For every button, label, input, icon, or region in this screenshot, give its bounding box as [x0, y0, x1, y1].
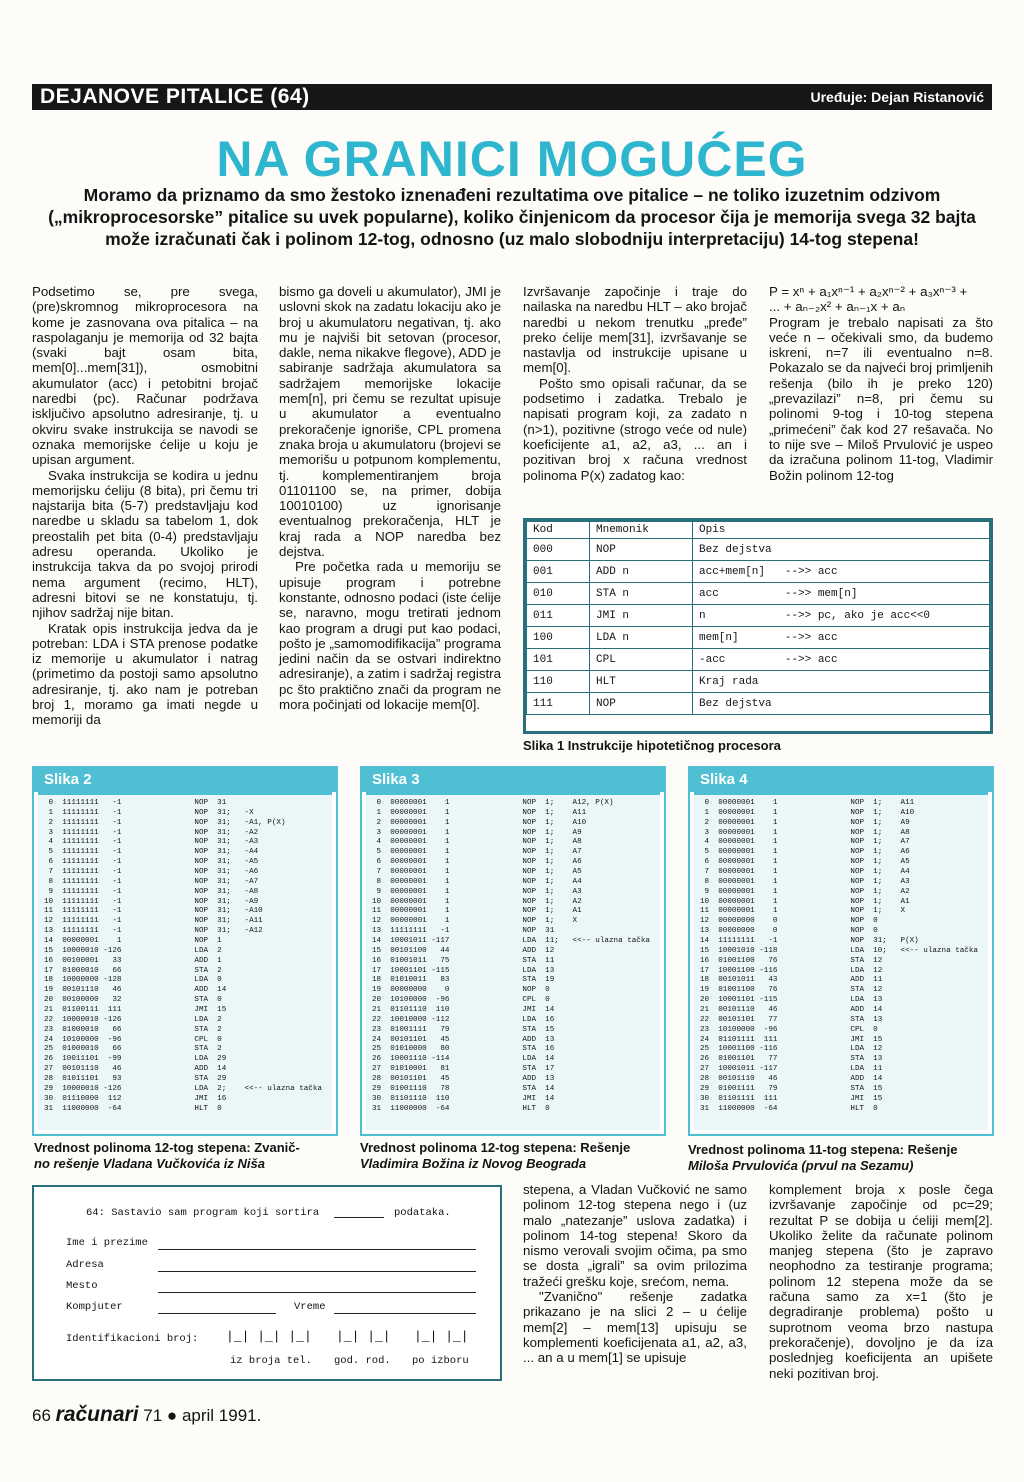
code-listing: 0 00000001 1 NOP 1; A11 1 00000001 1 NOP 1; A10 2 00000001 1 NOP 1; A9 3 00000001 1 NOP 1; A8 4 00000001 1 NOP 1; A7 5 00000001 1 NOP 1; A6 6 00000001 1 NOP 1; A5 7 00000001 1 NOP 1; A4 8 00000001 1 NOP 1; A3 9 00000001 1 NOP 1; A2 10 00000001 1 NOP 1; A1 11 00000001 1 NOP 1; X 12 00000000 0 NOP 0 13 00000000 0 NOP 0 14 11111111 -1 NOP 31; P(X) 15 10001010 -118 LDA 10; <<-- ulazna tačka 16 01001100 76 STA 12 17 10001100 -116 LDA 12 18 00101011 43 ADD 11 19 01001100 76 STA 12 20 10001101 -115 LDA 13 21 00101110 46 ADD 14 22 00101101 77 STA 13 23 10100000 -96 CPL 0 24 01101111 111 JMI 15 25 10001100 -116 LDA 12 26 01001101 77 STA 13 27 10001011 -117 LDA 11 28 00101110 46 ADD 14 29 01001111 79 STA 15 30 01101111 111 JMI 15 31 11000000 -64 HLT 0: [700, 799, 978, 1113]
paragraph: Program je trebalo napisati za što veće n – očekivali smo, da budemo iskreni, n=7 ili eventualno n=8. Pokazalo se da najveći broj primljenih rešenja (bilo ih je preko 120) „prevazilazi” n=8, pri čemu su polinomi 9-tog i 10-tog stepena „primećeni” čak kod 27 rešavača. No to nije sve – Miloš Prvulović je uspeo da izračuna polinom 11-tog, Vladimir Božin polinom 12-tog: [769, 314, 993, 483]
birth-year-label: god. rod.: [334, 1355, 391, 1367]
caption-line: Vladimira Božina iz Novog Beograda: [360, 1156, 587, 1171]
phone-boxes[interactable]: |_| |_| |_|: [226, 1329, 312, 1344]
article-title: NA GRANICI MOGUĆEG: [216, 131, 808, 187]
page-footer: [32, 1403, 261, 1427]
instruction-table: [526, 521, 990, 715]
issue-date: april 1991.: [181, 1406, 262, 1425]
entry-coupon: [32, 1185, 502, 1381]
caption-line: no rešenje Vladana Vučkovića iz Niša: [34, 1156, 265, 1171]
issue-number: 71: [143, 1406, 163, 1425]
code-listing-panel: [366, 792, 660, 1130]
column-1: [32, 284, 258, 728]
cell-mnemonic: NOP: [590, 693, 693, 715]
figure-slika-3: [360, 766, 666, 1136]
cell-description: Bez dejstva: [693, 693, 990, 715]
time-label: Vreme: [294, 1301, 326, 1313]
page-number: 66: [32, 1406, 51, 1425]
paragraph: Svaka instrukcija se kodira u jednu memorijsku ćeliju (8 bita), pri čemu tri najstarija bita (5-7) predstavljaju kod naredbe u skladu sa tabelom 1, dok preostalih pet bita (0-4) predstavljaju adresu operanda. Ukoliko je instrukcija takva da po svojoj prirodi nema argument (recimo, HLT), adresni bitovi se ne konstatuju, tj. njihov sadržaj nije bitan.: [32, 467, 258, 621]
instruction-table-frame: [523, 518, 993, 734]
cell-code: 011: [527, 605, 590, 627]
figure-caption: Slika 1 Instrukcije hipotetičnog procesora: [523, 738, 781, 753]
cell-mnemonic: LDA n: [590, 627, 693, 649]
caption-line: Vrednost polinoma 12-tog stepena: Rešenje: [360, 1140, 631, 1155]
cell-code: 111: [527, 693, 590, 715]
cell-code: 000: [527, 539, 590, 561]
cell-description: n -->> pc, ako je acc<<0: [693, 605, 990, 627]
coupon-sentence: 64: Sastavio sam program koji sortira: [86, 1207, 320, 1219]
paragraph: Pošto smo opisali računar, da se podsetimo i zadatka. Trebalo je napisati program koji, za zadato n (n>1), pozitivne (strogo veće od nule) koeficijente a1, a2, a3, ... an i pozitivan broj x računa vrednost polinoma P(x) zadatog kao:: [523, 375, 747, 483]
column-5: [523, 1182, 747, 1366]
cell-mnemonic: CPL: [590, 649, 693, 671]
code-listing-panel: [38, 792, 332, 1130]
table-row: [527, 539, 990, 561]
figure-caption: [34, 1140, 340, 1172]
code-listing: 0 11111111 -1 NOP 31 1 11111111 -1 NOP 31; -X 2 11111111 -1 NOP 31; -A1, P(X) 3 11111111 -1 NOP 31; -A2 4 11111111 -1 NOP 31; -A3 5 11111111 -1 NOP 31; -A4 6 11111111 -1 NOP 31; -A5 7 11111111 -1 NOP 31; -A6 8 11111111 -1 NOP 31; -A7 9 11111111 -1 NOP 31; -A8 10 11111111 -1 NOP 31; -A9 11 11111111 -1 NOP 31; -A10 12 11111111 -1 NOP 31; -A11 13 11111111 -1 NOP 31; -A12 14 00000001 1 NOP 1 15 10000010 -126 LDA 2 16 00100001 33 ADD 1 17 01000010 66 STA 2 18 10000000 -128 LDA 0 19 00101110 46 ADD 14 20 00100000 32 STA 0 21 01100111 111 JMI 15 22 10000010 -126 LDA 2 23 01000010 66 STA 2 24 10100000 -96 CPL 0 25 01000010 66 STA 2 26 10011101 -99 LDA 29 27 00101110 46 ADD 14 28 01011101 93 STA 29 29 10000010 -126 LDA 2; <<-- ulazna tačka 30 01110000 112 JMI 16 31 11000000 -64 HLT 0: [44, 799, 322, 1113]
caption-line: Vrednost polinoma 12-tog stepena: Zvanič-: [34, 1140, 300, 1155]
figure-caption: [688, 1142, 998, 1174]
figure-slika-2: [32, 766, 338, 1136]
cell-mnemonic: NOP: [590, 539, 693, 561]
cell-code: 101: [527, 649, 590, 671]
computer-label: Kompjuter: [66, 1301, 123, 1313]
cell-description: mem[n] -->> acc: [693, 627, 990, 649]
cell-mnemonic: STA n: [590, 583, 693, 605]
polynomial-formula-continued: ... + aₙ₋₂x² + aₙ₋₁x + aₙ: [769, 299, 906, 315]
address-label: Adresa: [66, 1259, 104, 1271]
table-row: [527, 605, 990, 627]
column-name: DEJANOVE PITALICE (64): [40, 85, 310, 108]
table-row: [527, 583, 990, 605]
article-lead: Moramo da priznamo da smo žestoko iznenađeni rezultatima ove pitalice – ne toliko izuzetnim odzivom („mikroprocesorske” pitalice su uvek popularne), koliko činjenicom da procesor čija je memorija svega 32 bajta može izračunati čak i polinom 12-tog, odnosno (uz malo slobodniju interpretaciju) 14-tog stepena!: [48, 185, 976, 249]
name-label: Ime i prezime: [66, 1237, 148, 1249]
figure-title: Slika 3: [362, 768, 664, 792]
id-label: Identifikacioni broj:: [66, 1333, 199, 1345]
sort-count-field[interactable]: [334, 1217, 384, 1218]
column-3: [523, 284, 747, 483]
paragraph: komplement broja x posle čega izvršavanje započinje od pc=29; rezultat P se dobija u ćeliji mem[2]. Ukoliko želite da računate polinom manjeg stepena (što je zapravo neophodno za testiranje programa; polinom 12 stepena može da se računa samo za x=1 (što je degradiranje problema) pošto u suprotnom veoma brzo nastupa prekoračenje), dovoljno je da iza poslednjeg koeficijenta an upišete neki pozitivan broj.: [769, 1182, 993, 1381]
column-header: Kod: [527, 522, 590, 539]
code-listing-panel: [694, 792, 988, 1130]
paragraph: Pre početka rada u memoriju se upisuje program i potrebne konstante, odnosno podaci (iste ćelije se, naravno, mogu tretirati jednom kao program a drugi put kao podaci, pošto je „samomodifikacija” programa jedini način da se ostvari indirektno adresiranje), a zatim i sadržaj registra pc što praktično znači da program ne mora počinjati od lokacije mem[0].: [279, 559, 501, 713]
column-2: [279, 284, 501, 712]
caption-line: Miloša Prvulovića (prvul na Sezamu): [688, 1158, 914, 1173]
address-field[interactable]: [158, 1271, 476, 1272]
cell-description: -acc -->> acc: [693, 649, 990, 671]
paragraph: Podsetimo se, pre svega, (pre)skromnog mikroprocesora na kome je zasnovana ova pitalica – na raspolaganju je memorija od 32 bajta (svaki bajt osam bita, mem[0]...mem[31]), osmobitni akumulator (acc) i petobitni brojač naredbi (pc). Računar podržava isključivo apsolutno adresiranje, tj. u okviru svake instrukcija se navodi se oznaka memorijske ćelije u koju je upisan argument.: [32, 284, 258, 468]
paragraph: stepena, a Vladan Vučković ne samo polinom 12-tog stepena nego i (uz malo „natezanje” uslova zadatka) i polinom 14-tog stepena! Skoro da nismo verovali svojim očima, pa smo se dosta „igrali” sa ovim prilozima tražeći grešku koje, srećom, nema.: [523, 1182, 747, 1289]
magazine-logo: računari: [55, 1403, 139, 1426]
time-field[interactable]: [334, 1313, 476, 1314]
paragraph: Izvršavanje započinje i traje do nailaska na naredbu HLT – ako brojač naredbi u nekom trenutku „pređe” preko ćelije mem[31], izvršavanje se nastavlja od instrukcije upisane u mem[0].: [523, 284, 747, 376]
cell-code: 001: [527, 561, 590, 583]
table-row: [527, 693, 990, 715]
cell-description: acc+mem[n] -->> acc: [693, 561, 990, 583]
table-row: [527, 671, 990, 693]
coupon-sentence-end: podataka.: [394, 1207, 451, 1219]
cell-mnemonic: JMI n: [590, 605, 693, 627]
birth-year-boxes[interactable]: |_| |_|: [336, 1329, 391, 1344]
column-header-bar: [32, 84, 992, 110]
table-row: [527, 561, 990, 583]
cell-code: 110: [527, 671, 590, 693]
table-row: [527, 649, 990, 671]
cell-description: acc -->> mem[n]: [693, 583, 990, 605]
name-field[interactable]: [158, 1249, 476, 1250]
column-header: Mnemonik: [590, 522, 693, 539]
computer-field[interactable]: [158, 1313, 276, 1314]
figure-caption: [360, 1140, 670, 1172]
column-4: [769, 284, 993, 483]
cell-description: Bez dejstva: [693, 539, 990, 561]
cell-mnemonic: HLT: [590, 671, 693, 693]
city-label: Mesto: [66, 1280, 98, 1292]
column-header: Opis: [693, 522, 990, 539]
cell-code: 100: [527, 627, 590, 649]
figure-title: Slika 4: [690, 768, 992, 792]
column-6: [769, 1182, 993, 1381]
caption-line: Vrednost polinoma 11-tog stepena: Rešenje: [688, 1142, 958, 1157]
paragraph: bismo ga doveli u akumulator), JMI je uslovni skok na zadatu lokaciju ako je broj u akumulatoru negativan, tj. ako mu je najviši bit setovan (procesor, dakle, nema nikakve flegove), ADD je sabiranje sadržaja akumulatora sa sadržajem memorijske lokacije mem[n], pri čemu se rezultat upisuje u akumulator a eventualno prekoračenje ignoriše, CPL promena znaka broja u akumulatoru (brojevi se memorišu u potpunom komplementu, tj. komplementiranjem broja 01101100 se, na primer, dobija 10010100) uz ignorisanje eventualnog prekoračenja, HLT je kraj rada a NOP naredba bez dejstva.: [279, 284, 501, 560]
polynomial-formula: P = xⁿ + a₁xⁿ⁻¹ + a₂xⁿ⁻² + a₃xⁿ⁻³ +: [769, 284, 968, 299]
choice-boxes[interactable]: |_| |_|: [414, 1329, 469, 1344]
table-header-row: [527, 522, 990, 539]
bullet-icon: ●: [166, 1406, 178, 1425]
cell-description: Kraj rada: [693, 671, 990, 693]
figure-title: Slika 2: [34, 768, 336, 792]
choice-label: po izboru: [412, 1355, 469, 1367]
figure-slika-4: [688, 766, 994, 1136]
cell-mnemonic: ADD n: [590, 561, 693, 583]
paragraph: Kratak opis instrukcija jedva da je potreban: LDA i STA prenose podatke iz memorije u akumulator i natrag (primetimo da postoji samo apsolutno adresiranje, tj. ako nam je potreban broj 1, moramo ga imati negde u memoriji da: [32, 620, 258, 728]
phone-label: iz broja tel.: [230, 1355, 312, 1367]
paragraph: "Zvanično" rešenje zadatka prikazano je na slici 2 – u ćelije mem[2] – mem[13] upisuju se komplementi koeficijenata a1, a2, a3, ... an a u mem[1] se upisuje: [523, 1289, 747, 1366]
city-field[interactable]: [158, 1292, 476, 1293]
editor-credit: Uređuje: Dejan Ristanović: [810, 89, 984, 105]
code-listing: 0 00000001 1 NOP 1; A12, P(X) 1 00000001 1 NOP 1; A11 2 00000001 1 NOP 1; A10 3 00000001 1 NOP 1; A9 4 00000001 1 NOP 1; A8 5 00000001 1 NOP 1; A7 6 00000001 1 NOP 1; A6 7 00000001 1 NOP 1; A5 8 00000001 1 NOP 1; A4 9 00000001 1 NOP 1; A3 10 00000001 1 NOP 1; A2 11 00000001 1 NOP 1; A1 12 00000001 1 NOP 1; X 13 11111111 -1 NOP 31 14 10001011 -117 LDA 11; <<-- ulazna tačka 15 00101100 44 ADD 12 16 01001011 75 STA 11 17 10001101 -115 LDA 13 18 01010011 83 STA 19 19 00000000 0 NOP 0 20 10100000 -96 CPL 0 21 01101110 110 JMI 14 22 10010000 -112 LDA 16 23 01001111 79 STA 15 24 00101101 45 ADD 13 25 01010000 80 STA 16 26 10001110 -114 LDA 14 27 01010001 81 STA 17 28 00101101 45 ADD 13 29 01001110 78 STA 14 30 01101110 110 JMI 14 31 11000000 -64 HLT 0: [372, 799, 650, 1113]
table-row: [527, 627, 990, 649]
cell-code: 010: [527, 583, 590, 605]
